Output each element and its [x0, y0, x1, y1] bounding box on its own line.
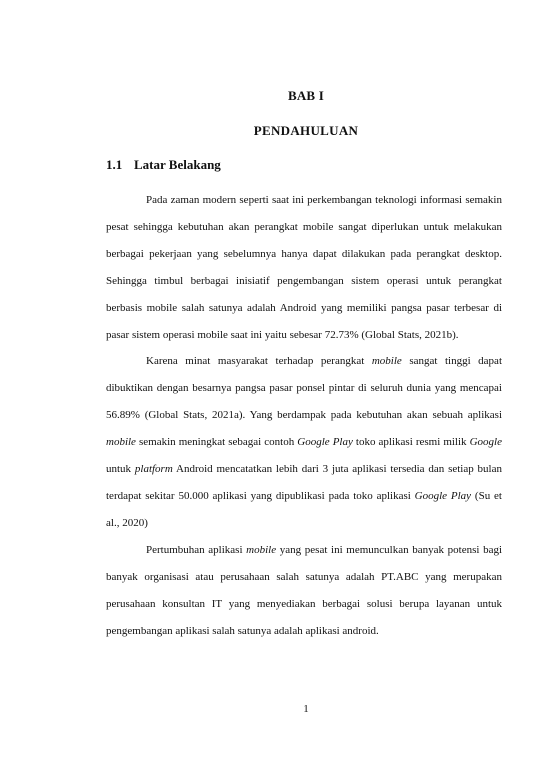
italic-text: mobile: [106, 436, 136, 449]
text-run: (Su et al., 2020): [106, 489, 502, 529]
text-run: untuk: [106, 463, 135, 476]
paragraph: [106, 348, 502, 536]
section-number: 1.1: [106, 157, 123, 172]
section-heading: [106, 157, 221, 173]
italic-text: Google Play: [414, 489, 472, 502]
text-run: Android mencatatkan lebih dari 3 juta aplikasi tersedia dan setiap bulan terdapat sekitar 50.000 aplikasi yang dipublikasi pada toko aplikasi: [106, 463, 503, 502]
text-run: toko aplikasi resmi milik: [352, 436, 470, 449]
section-title: Latar Belakang: [134, 157, 221, 172]
text-run: sangat tinggi dapat dibuktikan dengan besarnya pangsa pasar ponsel pintar di seluruh dunia yang mencapai 56.89% (Global Stats, 2021a). Yang berdampak pada kebutuhan akan sebuah aplikasi: [106, 355, 502, 422]
chapter-label: BAB I: [287, 88, 325, 103]
italic-text: mobile: [371, 355, 402, 368]
text-run: semakin meningkat sebagai contoh: [135, 436, 298, 449]
paragraph: [106, 537, 502, 645]
text-run: Pada zaman modern seperti saat ini perkembangan teknologi informasi semakin pesat sehingga kebutuhan akan perangkat mobile sangat diperlukan untuk melakukan berbagai pekerjaan yang sebelumnya hanya dapat dilakukan pada perangkat desktop. Sehingga timbul berbagai inisiatif pengembangan sistem operasi untuk perangkat berbasis mobile salah satunya adalah Android yang memiliki pangsa pasar terbesar di pasar sistem operasi mobile saat ini yaitu sebesar 72.73% (Global Stats, 2021b).: [106, 194, 502, 341]
italic-text: Google Play: [297, 436, 353, 449]
text-run: yang pesat ini memunculkan banyak potensi bagi banyak organisasi atau perusahaan salah satunya adalah PT.ABC yang merupakan perusahaan konsultan IT yang menyediakan berbagai solusi berupa layanan untuk pengembangan aplikasi salah satunya adalah aplikasi android.: [106, 543, 503, 637]
page-number: 1: [303, 703, 309, 715]
paragraph: [106, 187, 502, 348]
text-run: Pertumbuhan aplikasi: [146, 543, 247, 556]
italic-text: Google: [469, 436, 502, 449]
body-text: [106, 187, 502, 644]
italic-text: platform: [134, 463, 173, 476]
text-run: Karena minat masyarakat terhadap perangkat: [146, 355, 372, 368]
italic-text: mobile: [246, 543, 277, 556]
chapter-title: PENDAHULUAN: [253, 123, 359, 138]
